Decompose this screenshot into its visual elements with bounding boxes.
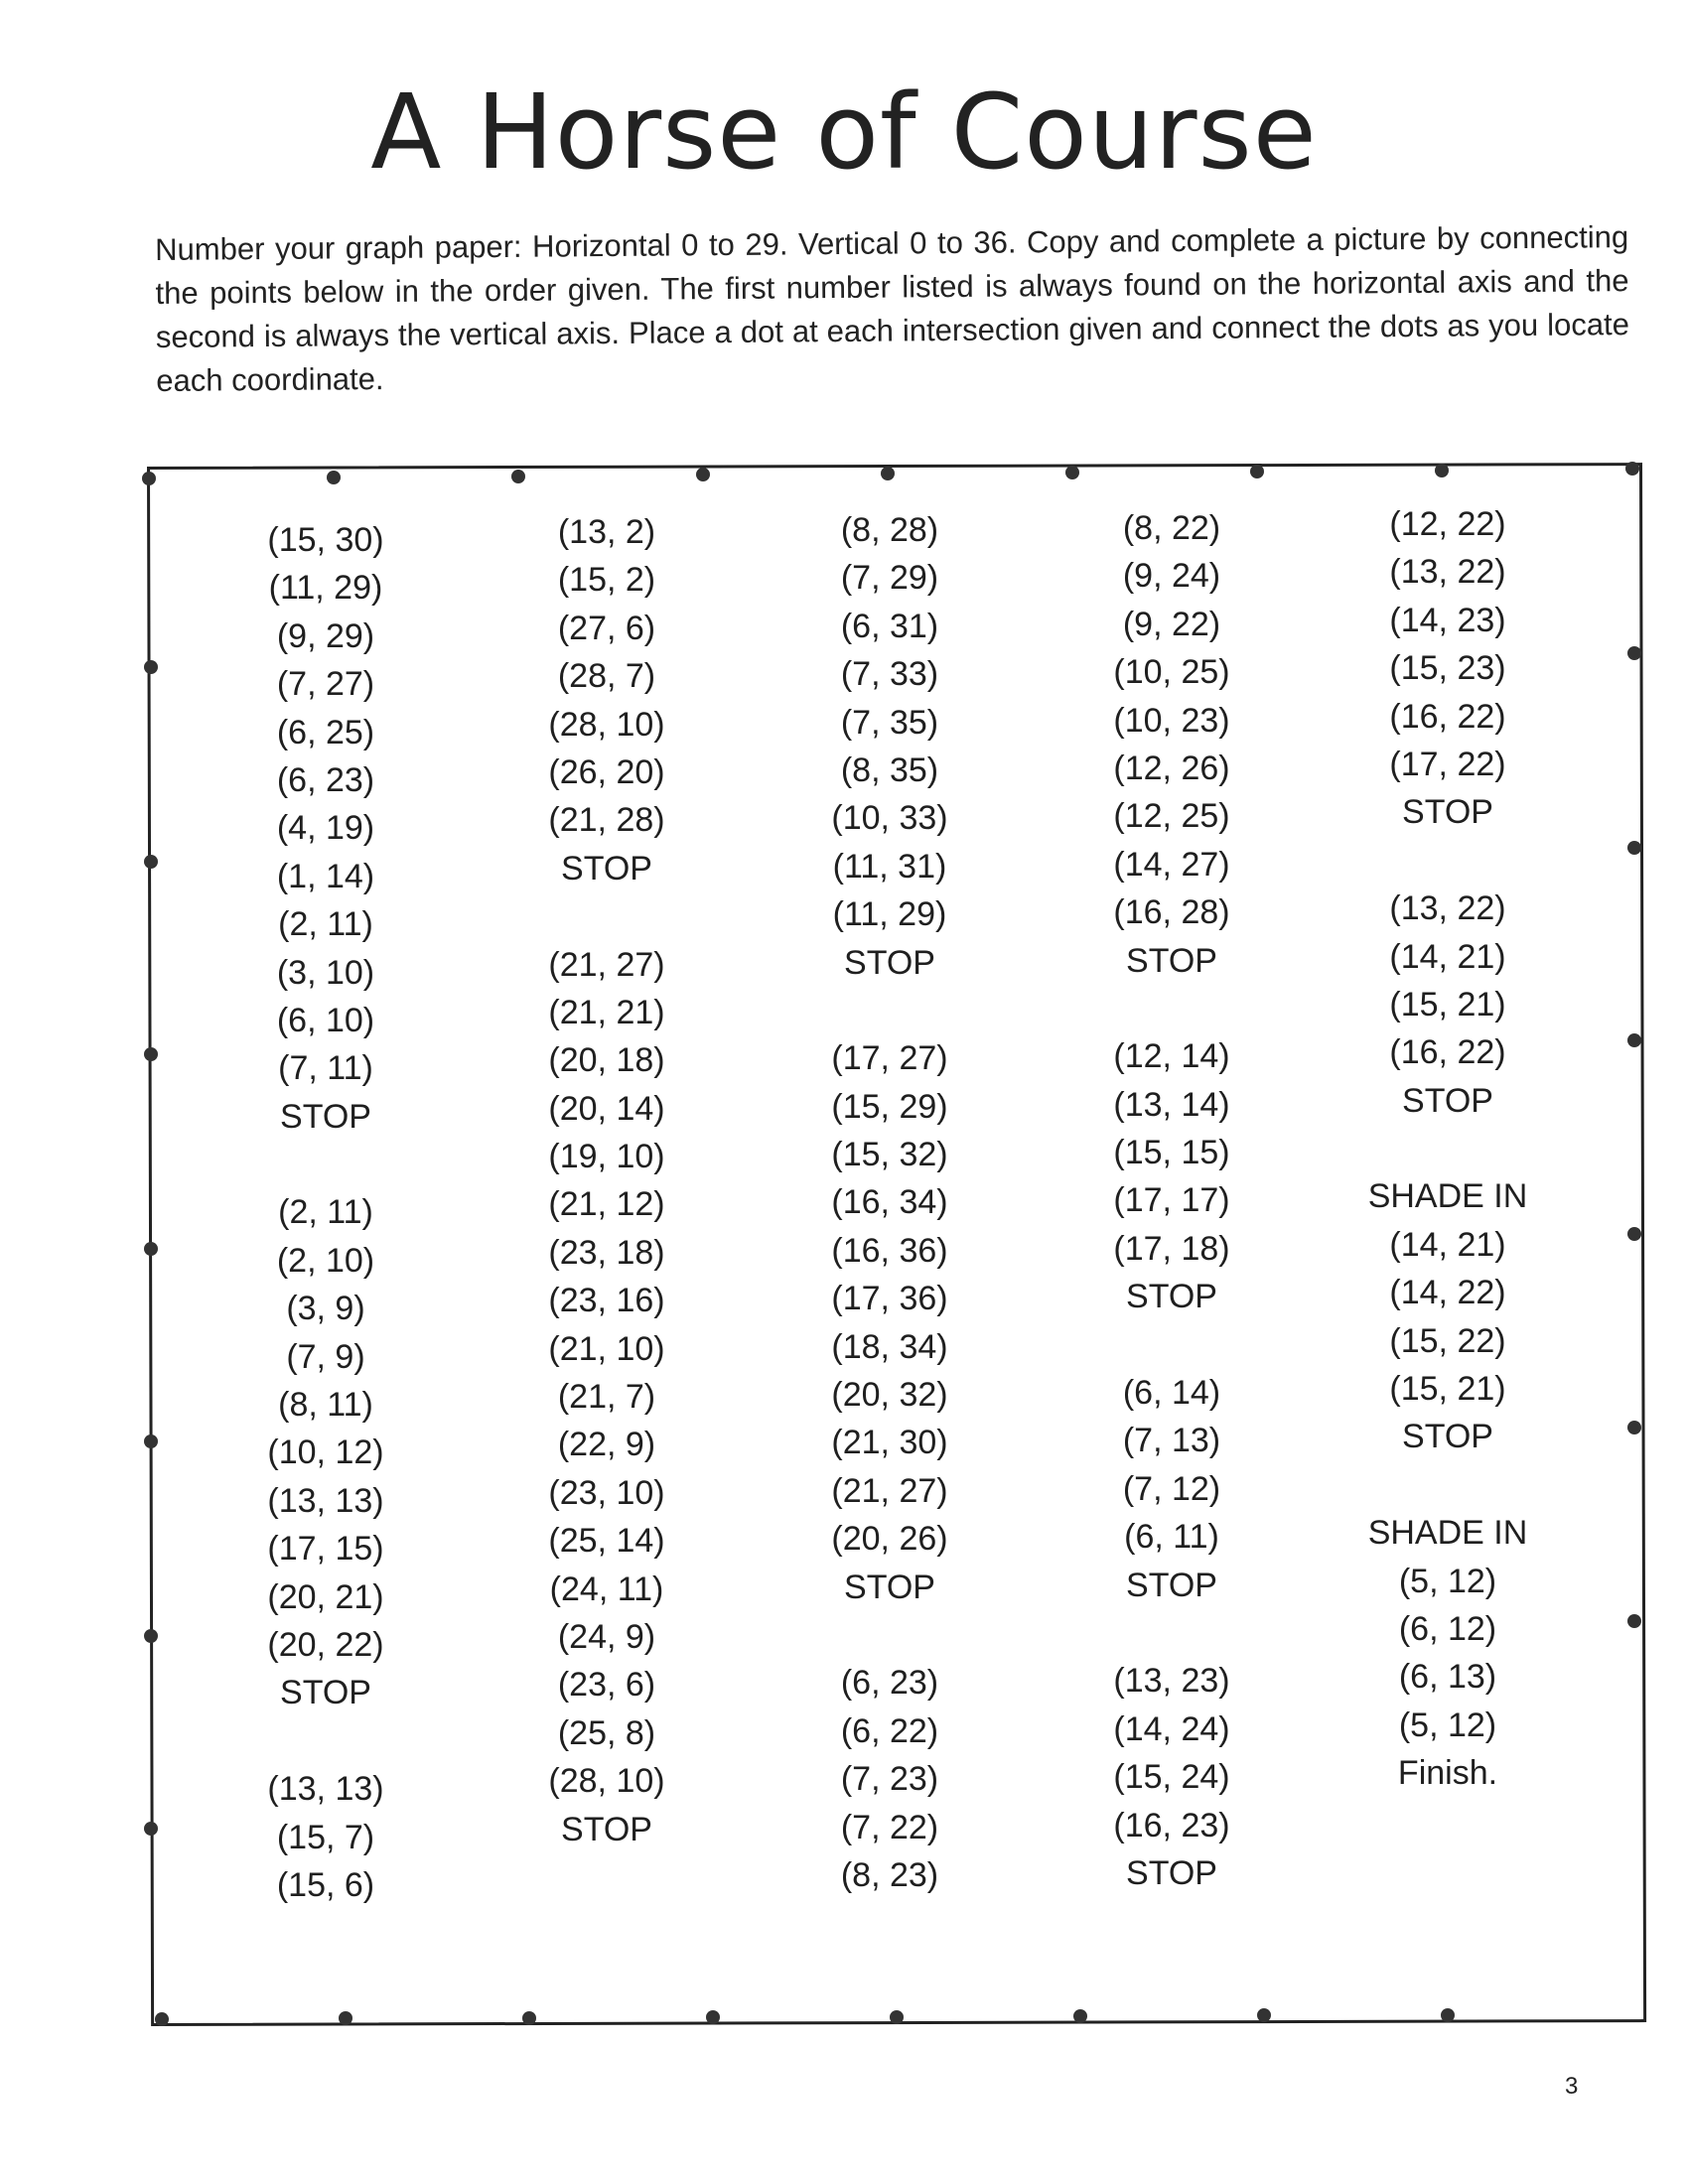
coordinate-entry: (23, 18)	[548, 1233, 665, 1272]
coordinate-entry: SHADE IN	[1367, 1177, 1528, 1216]
coordinate-entry: (17, 22)	[1389, 745, 1506, 783]
coordinate-entry: (27, 6)	[557, 609, 656, 647]
coordinate-entry: STOP	[844, 1568, 935, 1606]
coordinate-entry: (15, 7)	[276, 1818, 375, 1856]
coordinate-entry: (11, 29)	[832, 895, 947, 934]
coordinate-entry: (21, 10)	[548, 1329, 665, 1368]
coordinate-entry: (23, 16)	[548, 1282, 665, 1320]
coordinate-entry: (8, 28)	[840, 511, 939, 549]
coordinate-entry: (21, 27)	[831, 1471, 948, 1510]
coordinate-entry: (24, 9)	[557, 1617, 656, 1656]
coordinate-entry: (24, 11)	[549, 1570, 664, 1608]
coordinate-entry: (6, 25)	[276, 713, 375, 751]
coordinate-entry: (12, 14)	[1113, 1037, 1230, 1076]
coordinate-entry: (20, 14)	[548, 1089, 665, 1128]
border-dot	[1435, 464, 1449, 478]
border-dot	[522, 2011, 536, 2025]
coordinate-entry: (13, 22)	[1389, 889, 1506, 928]
coordinate-entry: (14, 23)	[1389, 601, 1506, 639]
coordinate-column-3	[761, 506, 1019, 1899]
spacer	[1319, 1125, 1577, 1172]
coordinate-entry: (15, 15)	[1113, 1134, 1230, 1172]
coordinate-entry: (17, 27)	[831, 1039, 948, 1078]
coordinate-entry: (21, 7)	[557, 1378, 656, 1417]
coordinate-entry: STOP	[1126, 1278, 1217, 1316]
coordinate-entry: (20, 26)	[831, 1520, 948, 1559]
coordinate-entry: (7, 13)	[1122, 1422, 1221, 1460]
coordinate-entry: (13, 2)	[557, 513, 656, 551]
coordinate-entry: (7, 33)	[840, 655, 939, 694]
coordinate-entry: STOP	[1402, 1418, 1493, 1456]
coordinate-entry: (15, 21)	[1389, 985, 1506, 1024]
spacer	[1043, 1609, 1301, 1657]
spacer	[1043, 985, 1301, 1032]
coordinate-entry: (16, 28)	[1113, 893, 1230, 932]
coordinate-column-1	[197, 516, 455, 1909]
coordinate-entry: (12, 22)	[1389, 505, 1506, 543]
coordinate-columns	[147, 505, 1636, 1985]
coordinate-entry: (3, 9)	[286, 1290, 365, 1328]
coordinate-entry: (14, 21)	[1389, 937, 1506, 976]
spacer	[1319, 837, 1577, 885]
coordinate-entry: (28, 10)	[548, 705, 665, 744]
border-dot	[327, 471, 341, 484]
coordinate-entry: (2, 11)	[278, 905, 373, 944]
coordinate-entry: (10, 33)	[831, 799, 948, 838]
page-number: 3	[1565, 2073, 1579, 2100]
spacer	[197, 1141, 455, 1188]
coordinate-entry: (25, 14)	[548, 1522, 665, 1561]
coordinate-entry: (3, 10)	[276, 953, 375, 992]
coordinate-entry: (7, 9)	[286, 1337, 365, 1376]
coordinate-entry: (21, 27)	[548, 945, 665, 984]
coordinate-entry: (7, 12)	[1122, 1469, 1221, 1508]
coordinate-entry: (16, 22)	[1389, 697, 1506, 736]
coordinate-entry: (22, 9)	[557, 1426, 656, 1464]
spacer	[197, 1717, 455, 1765]
coordinate-entry: STOP	[561, 849, 652, 887]
coordinate-entry: (9, 24)	[1122, 557, 1221, 596]
coordinate-entry: STOP	[1126, 1853, 1217, 1892]
coordinate-entry: (9, 29)	[276, 616, 375, 655]
page-title: A Horse of Course	[370, 71, 1318, 193]
coordinate-entry: Finish.	[1397, 1754, 1498, 1793]
coordinate-entry: (16, 34)	[831, 1183, 948, 1222]
coordinate-entry: (20, 22)	[267, 1625, 384, 1664]
coordinate-entry: (6, 12)	[1398, 1609, 1497, 1648]
border-dot	[155, 2012, 169, 2026]
coordinate-entry: (11, 31)	[832, 847, 947, 886]
coordinate-entry: (10, 25)	[1113, 653, 1230, 692]
coordinate-entry: (14, 27)	[1113, 845, 1230, 884]
border-dot	[1250, 465, 1264, 478]
coordinate-entry: (6, 10)	[276, 1001, 375, 1039]
border-dot	[890, 2010, 904, 2024]
coordinate-entry: (10, 12)	[267, 1433, 384, 1472]
coordinate-entry: (6, 23)	[276, 760, 375, 799]
coordinate-entry: (23, 10)	[548, 1473, 665, 1512]
border-dot	[1441, 2008, 1455, 2022]
coordinate-entry: STOP	[1402, 793, 1493, 832]
spacer	[1043, 1321, 1301, 1369]
coordinate-entry: (2, 11)	[278, 1193, 373, 1232]
border-dot	[511, 470, 525, 483]
coordinate-entry: (21, 21)	[548, 993, 665, 1031]
coordinate-entry: (15, 24)	[1113, 1758, 1230, 1797]
coordinate-entry: (20, 18)	[548, 1041, 665, 1080]
coordinate-entry: (8, 23)	[840, 1855, 939, 1894]
border-dot	[142, 472, 156, 485]
coordinate-entry: (6, 31)	[840, 607, 939, 645]
coordinate-entry: (18, 34)	[831, 1327, 948, 1366]
coordinate-entry: (13, 23)	[1113, 1662, 1230, 1701]
coordinate-entry: (7, 23)	[840, 1760, 939, 1799]
coordinate-entry: (7, 22)	[840, 1808, 939, 1846]
coordinate-entry: (14, 24)	[1113, 1709, 1230, 1748]
border-dot	[1065, 466, 1079, 479]
coordinate-entry: (14, 22)	[1389, 1274, 1506, 1312]
coordinate-entry: (6, 11)	[1124, 1518, 1219, 1557]
coordinate-entry: (21, 28)	[548, 801, 665, 840]
coordinate-entry: (15, 6)	[276, 1865, 375, 1904]
coordinate-entry: STOP	[280, 1097, 371, 1136]
coordinate-entry: (6, 13)	[1398, 1658, 1497, 1697]
coordinate-entry: (11, 29)	[268, 569, 383, 608]
coordinate-entry: (9, 22)	[1122, 605, 1221, 643]
coordinate-entry: (20, 21)	[267, 1577, 384, 1616]
instructions-paragraph: Number your graph paper: Horizontal 0 to 29. Vertical 0 to 36. Copy and complete a picture by connecting the points below in the order given. The first number listed is always found on the horizontal axis and the second is always the vertical axis. Place a dot at each intersection given and connect the dots as you locate each coordinate.	[155, 219, 1630, 398]
coordinate-entry: (16, 36)	[831, 1231, 948, 1270]
spacer	[761, 987, 1019, 1034]
coordinate-entry: (15, 21)	[1389, 1370, 1506, 1409]
coordinate-entry: (15, 22)	[1389, 1321, 1506, 1360]
coordinate-entry: (21, 12)	[548, 1185, 665, 1224]
coordinate-entry: (4, 19)	[276, 809, 375, 848]
coordinate-entry: (7, 27)	[276, 665, 375, 704]
coordinate-column-5	[1319, 500, 1577, 1798]
coordinate-entry: (13, 13)	[267, 1481, 384, 1520]
coordinate-entry: (19, 10)	[548, 1138, 665, 1176]
coordinate-entry: (8, 35)	[840, 751, 939, 789]
coordinate-entry: (2, 10)	[276, 1241, 375, 1280]
coordinate-entry: (20, 32)	[831, 1376, 948, 1415]
coordinate-entry: (16, 23)	[1113, 1806, 1230, 1844]
coordinate-entry: STOP	[1126, 1566, 1217, 1604]
coordinate-entry: (28, 10)	[548, 1762, 665, 1801]
coordinate-column-4	[1043, 504, 1301, 1897]
coordinate-entry: (26, 20)	[548, 752, 665, 791]
coordinate-entry: (17, 15)	[267, 1530, 384, 1569]
coordinate-entry: (8, 11)	[278, 1386, 373, 1425]
coordinate-entry: (7, 35)	[840, 703, 939, 742]
coordinate-entry: (6, 23)	[840, 1664, 939, 1703]
coordinate-entry: (15, 29)	[831, 1087, 948, 1126]
coordinate-entry: STOP	[561, 1810, 652, 1848]
coordinate-entry: (15, 2)	[557, 561, 656, 600]
coordinate-entry: (6, 22)	[840, 1711, 939, 1750]
coordinate-entry: (6, 14)	[1122, 1374, 1221, 1413]
coordinate-entry: (17, 36)	[831, 1280, 948, 1318]
coordinate-entry: STOP	[1126, 941, 1217, 980]
coordinate-entry: SHADE IN	[1367, 1514, 1528, 1553]
coordinate-entry: (13, 13)	[267, 1770, 384, 1809]
coordinate-entry: (7, 11)	[278, 1049, 373, 1088]
coordinate-entry: (15, 30)	[267, 521, 384, 559]
coordinate-entry: (13, 14)	[1113, 1085, 1230, 1124]
coordinate-entry: (7, 29)	[840, 559, 939, 598]
coordinate-entry: (13, 22)	[1389, 553, 1506, 592]
coordinate-entry: (17, 18)	[1113, 1229, 1230, 1268]
coordinate-entry: (14, 21)	[1389, 1225, 1506, 1264]
coordinate-entry: (5, 12)	[1398, 1562, 1497, 1600]
coordinate-entry: (12, 26)	[1113, 749, 1230, 787]
spacer	[761, 1611, 1019, 1659]
coordinate-entry: (1, 14)	[276, 857, 375, 895]
coordinate-entry: STOP	[1402, 1081, 1493, 1120]
coordinate-entry: (15, 23)	[1389, 649, 1506, 688]
spacer	[1319, 1461, 1577, 1509]
coordinate-entry: (16, 22)	[1389, 1033, 1506, 1072]
coordinate-entry: (28, 7)	[557, 657, 656, 696]
spacer	[478, 892, 736, 940]
coordinate-entry: (25, 8)	[557, 1713, 656, 1752]
coordinate-entry: (15, 32)	[831, 1136, 948, 1174]
coordinate-entry: (5, 12)	[1398, 1706, 1497, 1744]
coordinate-entry: STOP	[280, 1674, 371, 1712]
coordinate-entry: (17, 17)	[1113, 1181, 1230, 1220]
coordinate-entry: (21, 30)	[831, 1424, 948, 1462]
coordinate-entry: STOP	[844, 943, 935, 982]
coordinate-entry: (12, 25)	[1113, 797, 1230, 836]
coordinate-entry: (8, 22)	[1122, 509, 1221, 547]
coordinate-column-2	[478, 508, 736, 1853]
border-dot	[1073, 2009, 1087, 2023]
coordinate-entry: (10, 23)	[1113, 701, 1230, 740]
coordinate-entry: (23, 6)	[557, 1666, 656, 1705]
